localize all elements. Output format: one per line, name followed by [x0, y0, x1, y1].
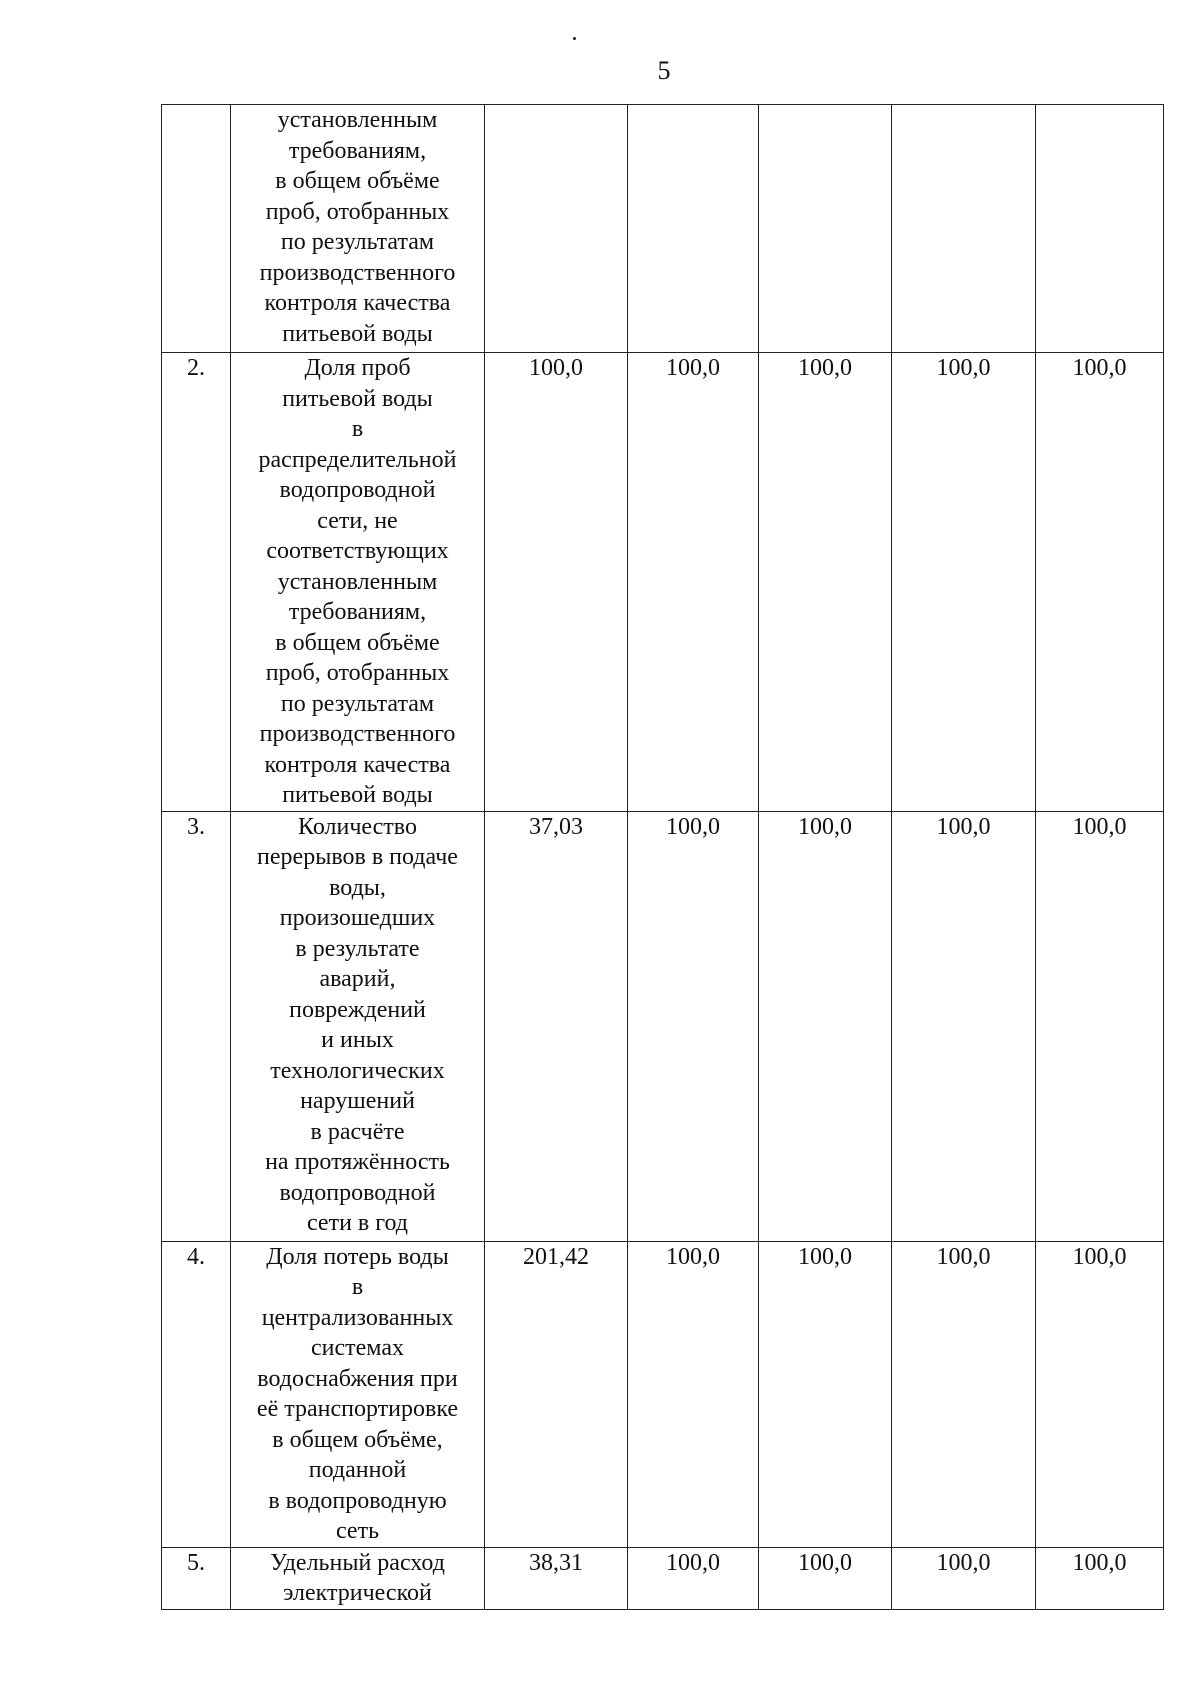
value-cell: 100,0	[759, 1241, 892, 1547]
row-number: 2.	[162, 353, 231, 812]
table-row	[162, 811, 1164, 1241]
value-cell: 100,0	[759, 353, 892, 812]
table-row	[162, 105, 1164, 353]
row-number: 5.	[162, 1547, 231, 1609]
table-row	[162, 1241, 1164, 1547]
row-number: 4.	[162, 1241, 231, 1547]
value-cell: 100,0	[628, 1241, 759, 1547]
value-cell: 201,42	[485, 1241, 628, 1547]
value-cell	[759, 105, 892, 353]
value-cell: 100,0	[628, 1547, 759, 1609]
value-cell: 100,0	[485, 353, 628, 812]
value-cell	[1036, 105, 1164, 353]
indicator-name: установленным требованиям, в общем объёме проб, отобранных по результатам производственного контроля качества питьевой воды	[231, 105, 485, 353]
value-cell	[892, 105, 1036, 353]
value-cell: 100,0	[628, 811, 759, 1241]
value-cell: 100,0	[759, 811, 892, 1241]
value-cell	[628, 105, 759, 353]
page-number: 5	[657, 56, 671, 85]
value-cell: 38,31	[485, 1547, 628, 1609]
scan-dot	[573, 37, 576, 40]
value-cell: 100,0	[892, 1241, 1036, 1547]
indicators-table	[161, 104, 1164, 1610]
indicator-name: Доля потерь воды в централизованных системах водоснабжения при её транспортировке в общем объёме, поданной в водопроводную сеть	[231, 1241, 485, 1547]
value-cell: 100,0	[892, 811, 1036, 1241]
row-number: 3.	[162, 811, 231, 1241]
value-cell: 100,0	[892, 353, 1036, 812]
value-cell: 100,0	[1036, 353, 1164, 812]
value-cell: 100,0	[1036, 1241, 1164, 1547]
value-cell: 100,0	[759, 1547, 892, 1609]
value-cell: 100,0	[1036, 1547, 1164, 1609]
value-cell: 100,0	[1036, 811, 1164, 1241]
row-number	[162, 105, 231, 353]
table-row	[162, 1547, 1164, 1609]
value-cell: 37,03	[485, 811, 628, 1241]
indicator-name: Удельный расход электрической	[231, 1547, 485, 1609]
table-row	[162, 353, 1164, 812]
indicator-name: Количество перерывов в подаче воды, произошедших в результате аварий, повреждений и иных технологических нарушений в расчёте на протяжённость водопроводной сети в год	[231, 811, 485, 1241]
value-cell: 100,0	[628, 353, 759, 812]
value-cell	[485, 105, 628, 353]
indicator-name: Доля проб питьевой воды в распределительной водопроводной сети, не соответствующих установленным требованиям, в общем объёме проб, отобранных по результатам производственного контроля качества питьевой воды	[231, 353, 485, 812]
value-cell: 100,0	[892, 1547, 1036, 1609]
